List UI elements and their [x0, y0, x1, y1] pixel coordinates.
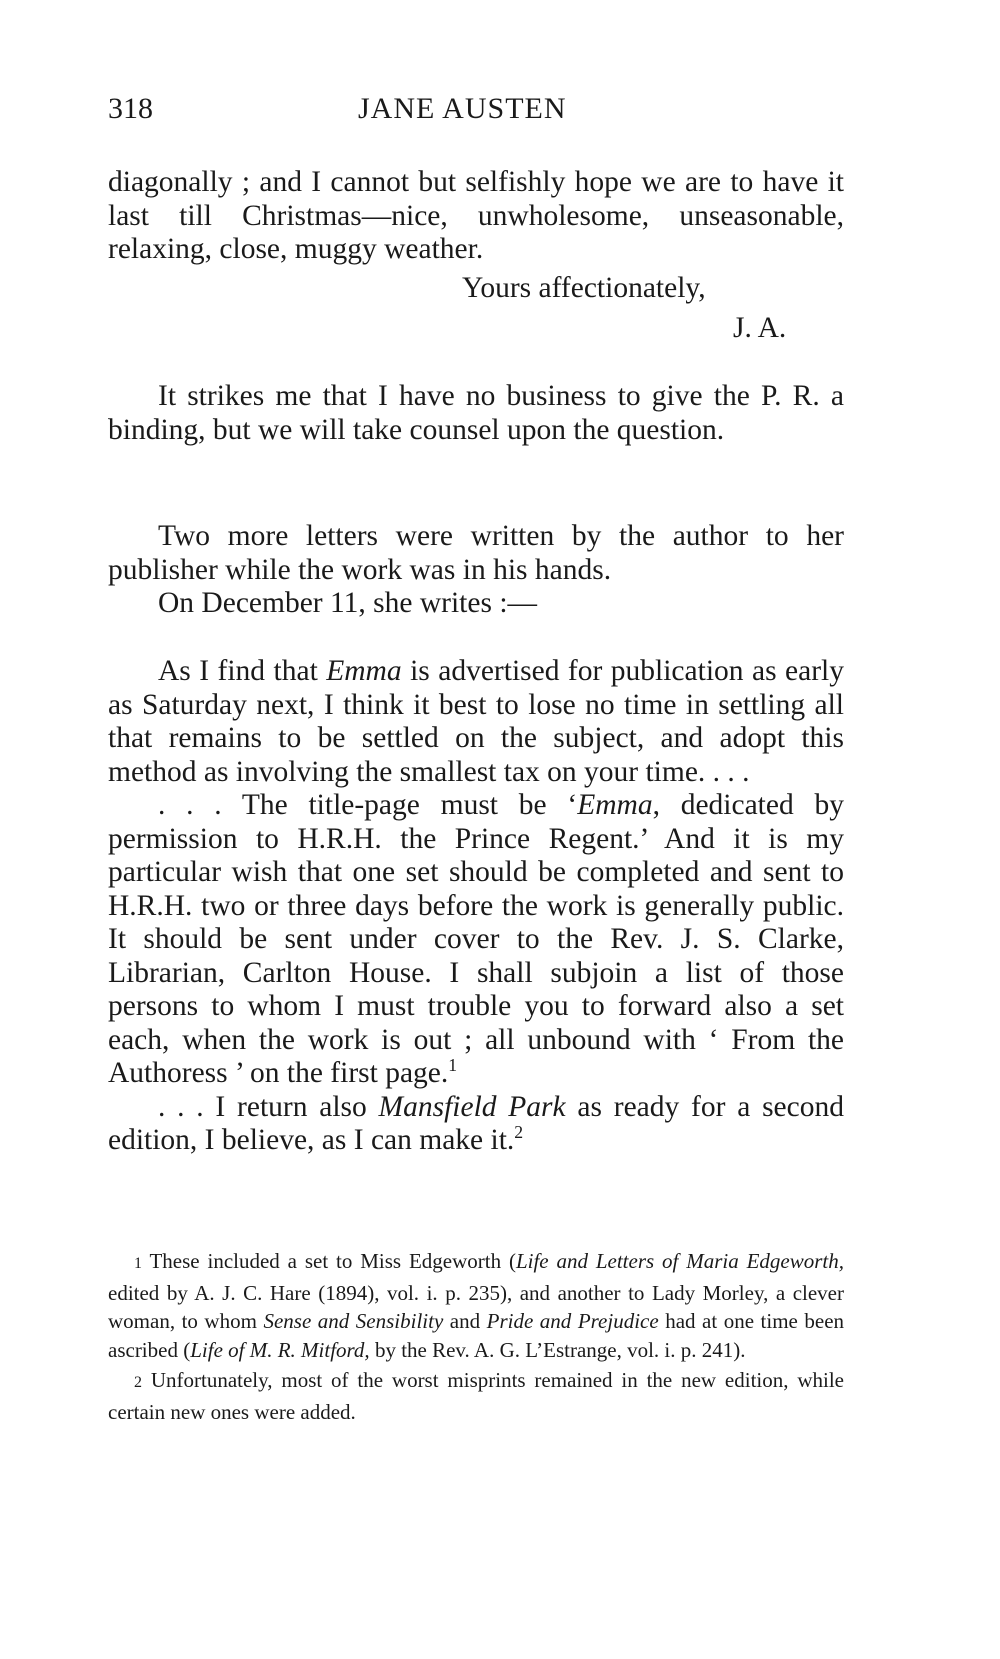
- page-header: [108, 92, 844, 132]
- text-run: and: [443, 1309, 487, 1333]
- text-run: . . . I return also: [158, 1090, 379, 1123]
- text-run: . . . The title-page must be ‘: [158, 789, 578, 821]
- text-run: These included a set to Miss Edgeworth (: [142, 1249, 516, 1273]
- footnote-reference-2[interactable]: 2: [514, 1122, 524, 1143]
- text-run: had at one time been ascribed (: [108, 1309, 845, 1362]
- letter2-paragraph-2: [108, 789, 844, 1091]
- italic-title: Sense and Sensibility: [263, 1309, 444, 1333]
- footnotes: [108, 1247, 844, 1426]
- text-run: As I find that: [158, 655, 327, 687]
- text-run: by the Rev. A. G. L’Estrange, vol. i. p. 241).: [369, 1337, 746, 1362]
- letter-signature: J. A.: [733, 312, 787, 344]
- letter-ending-text: diagonally ; and I cannot but selfishly hope we are to have it last till Christmas—nice, unwholesome, unseasonable, relaxing, close, muggy weather.: [108, 166, 844, 265]
- text-run: is advertised for publication as early as Saturday next, I think it best to lose no time in settling all that remains to be settled on the subject, and adopt this method as involving the smallest tax on your time. . . .: [108, 655, 844, 788]
- running-head: JANE AUSTEN: [358, 92, 567, 125]
- book-title-emma: Emma: [326, 655, 402, 687]
- footnote-1-marker: 1: [134, 1255, 142, 1272]
- letter-closing: Yours affectionately,: [462, 272, 706, 304]
- text-run: , dedicated by permission to H.R.H. the Prince Regent.’ And it is my particular wish that one set should be completed and sent to H.R.H. two or three days before the work is generally public. It should be sent under cover to the Rev. J. S. Clarke, Librarian, Carlton House. I shall subjoin a list of those persons to whom I must trouble you to forward also a set each, when the work is out ; all unbound with ‘ From the Authoress ’ on the first page.: [108, 789, 844, 1089]
- narrative-paragraph: [108, 520, 844, 621]
- text-run: edited by A. J. C. Hare (1894), vol. i. p. 235), and another to Lady Morley, a clever woman, to whom: [108, 1280, 844, 1333]
- italic-title: Life and Letters of Maria Edgeworth,: [515, 1249, 844, 1273]
- page-number: 318: [108, 92, 153, 125]
- book-title-emma: Emma: [577, 789, 653, 821]
- narrative-line-1: Two more letters were written by the author to her publisher while the work was in his hands.: [108, 520, 844, 586]
- letter2-paragraph-1: [108, 655, 844, 789]
- letter2-paragraph-3: [108, 1091, 844, 1158]
- footnote-2: [108, 1366, 844, 1426]
- italic-title: Life of M. R. Mitford,: [190, 1337, 370, 1362]
- footnote-reference-1[interactable]: 1: [448, 1055, 458, 1076]
- postscript-text: It strikes me that I have no business to give the P. R. a binding, but we will take counsel upon the question.: [108, 380, 844, 446]
- italic-title: Pride and Prejudice: [486, 1309, 659, 1333]
- narrative-line-2: On December 11, she writes :—: [158, 587, 538, 619]
- book-title-mansfield-park: Mansfield Park: [378, 1090, 566, 1123]
- letter-ending-paragraph: [108, 166, 844, 267]
- footnote-2-marker: 2: [134, 1374, 142, 1391]
- second-letter: [108, 655, 844, 1158]
- text-run: as ready for a second edition, I believe, as I can make it.: [108, 1090, 844, 1156]
- footnote-1: [108, 1247, 844, 1364]
- postscript-paragraph: [108, 380, 844, 447]
- text-run: Unfortunately, most of the worst misprints remained in the new edition, while certain new ones were added.: [108, 1368, 844, 1424]
